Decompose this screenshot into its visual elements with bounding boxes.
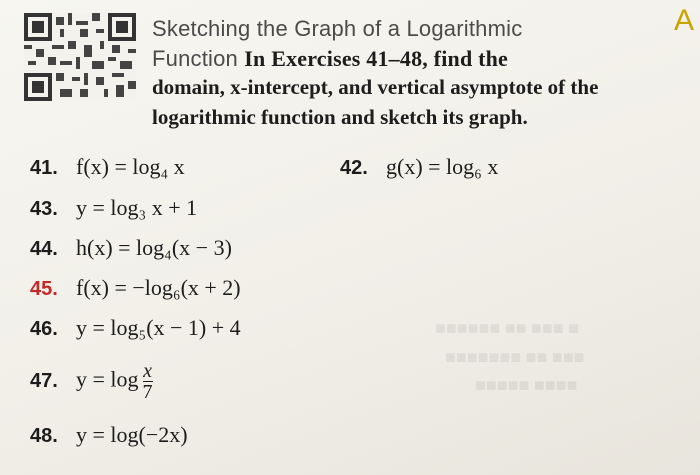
exercise-number: 42.: [340, 157, 368, 179]
fraction: [143, 362, 153, 401]
exercise-expression: f(x) = log₄ x: [76, 154, 185, 179]
exercise-48: [30, 420, 188, 451]
exercise-number: 44.: [30, 238, 58, 260]
exercise-44: [30, 233, 232, 264]
exercise-47: [30, 362, 153, 401]
instruction-inline: In Exercises 41–48, find the: [244, 46, 508, 71]
heading-title-continued: Function: [152, 46, 238, 71]
bleed-through-text: ■■■■ ■■■■■: [475, 375, 578, 395]
heading-title: Sketching the Graph of a Logarithmic: [152, 16, 523, 41]
exercise-43: [30, 193, 197, 224]
instruction-text: domain, x-intercept, and vertical asymptote of the logarithmic function and sketch its graph.: [152, 75, 599, 129]
exercise-expression: h(x) = log₄(x − 3): [76, 235, 232, 260]
exercise-expression: y = log₃ x + 1: [76, 195, 198, 220]
exercise-expression: y = log(−2x): [76, 422, 188, 447]
exercise-number: 43.: [30, 198, 58, 220]
exercise-46: [30, 313, 241, 344]
exercise-42: [340, 152, 498, 183]
exercise-number: 46.: [30, 318, 58, 340]
exercise-expression: y = log₅(x − 1) + 4: [76, 315, 241, 340]
exercise-expression: f(x) = −log₆(x + 2): [76, 275, 241, 300]
qr-code-icon: [24, 12, 136, 102]
exercise-expression: g(x) = log₆ x: [386, 154, 499, 179]
exercise-number: 47.: [30, 369, 58, 392]
fraction-numerator: x: [143, 360, 152, 382]
section-heading: [152, 14, 682, 74]
edge-mark: A: [674, 4, 695, 37]
exercise-45: [30, 273, 241, 304]
bleed-through-text: ■■■ ■■ ■■■■■■■: [445, 347, 585, 367]
exercise-number: 45.: [30, 278, 58, 300]
bleed-through-text: ■ ■■■ ■■ ■■■■■■: [435, 318, 579, 338]
fraction-denominator: 7: [142, 381, 153, 403]
exercise-number: 48.: [30, 425, 58, 447]
exercise-number: 41.: [30, 157, 58, 179]
exercise-41: [30, 152, 185, 183]
exercise-expression: y = log: [76, 366, 139, 392]
